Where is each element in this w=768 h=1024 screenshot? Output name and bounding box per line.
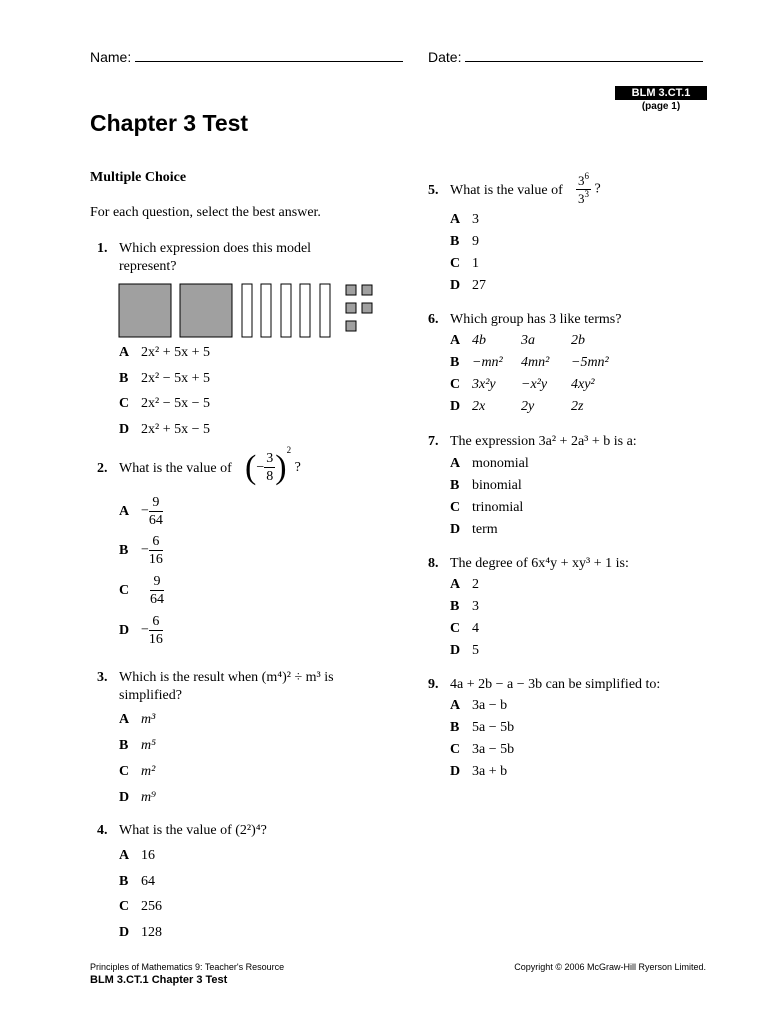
option-a[interactable]: A 16 [119, 848, 155, 863]
question-number: 4. [97, 823, 108, 838]
blm-code-badge: BLM 3.CT.1 [615, 86, 707, 100]
question-text-line2: simplified? [119, 688, 182, 703]
algebra-tile-model [118, 283, 376, 339]
option-b[interactable]: B m⁵ [119, 738, 156, 753]
option-d[interactable]: D 5 [450, 643, 479, 658]
question-2 [97, 445, 397, 490]
question-text: The degree of 6x⁴y + xy³ + 1 is: [450, 556, 629, 571]
option-c[interactable]: C 3x²y −x²y 4xy² [450, 377, 595, 392]
question-text: Which group has 3 like terms? [450, 312, 622, 327]
question-3 [97, 669, 397, 709]
question-text: Which is the result when (m⁴)² ÷ m³ is [119, 670, 334, 685]
fraction-expression: $\frac{3^6}{3^3}$ ? [578, 171, 601, 206]
date-label: Date: [428, 49, 462, 65]
option-b[interactable]: B 5a − 5b [450, 720, 515, 735]
question-text: What is the value of [450, 183, 563, 198]
option-c[interactable]: C 4 [450, 621, 479, 636]
footer-copyright: Copyright © 2006 McGraw-Hill Ryerson Limited. [514, 962, 706, 972]
option-c[interactable]: C $\frac{9}{64}$ [119, 574, 164, 607]
option-a[interactable]: A 3a − b [450, 698, 508, 713]
question-text: 4a + 2b − a − 3b can be simplified to: [450, 677, 661, 692]
question-1 [97, 240, 397, 280]
name-label: Name: [90, 49, 132, 65]
footer-book: Principles of Mathematics 9: Teacher's Resource [90, 962, 285, 972]
name-field [90, 48, 403, 65]
x-tile [320, 284, 330, 337]
x-squared-tile [119, 284, 171, 337]
name-line[interactable] [135, 48, 403, 62]
question-number: 2. [97, 461, 108, 476]
option-a[interactable]: A 4b 3a 2b [450, 333, 585, 348]
question-9 [428, 676, 728, 696]
option-a[interactable]: A 2 [450, 577, 479, 592]
unit-tile [362, 285, 372, 295]
question-5 [428, 172, 728, 212]
option-c[interactable]: C m² [119, 764, 156, 779]
footer-code: BLM 3.CT.1 Chapter 3 Test [90, 974, 228, 986]
question-number: 1. [97, 241, 108, 256]
question-text: The expression 3a² + 2a³ + b is a: [450, 434, 637, 449]
question-number: 6. [428, 312, 439, 327]
question-text-line2: represent? [119, 259, 177, 274]
option-d[interactable]: D 2x 2y 2z [450, 399, 584, 414]
section-heading: Multiple Choice [90, 170, 187, 185]
option-a[interactable]: A m³ [119, 712, 156, 727]
fraction-expression: (− $\frac{3}{8}$ )$^2$ ? [245, 445, 301, 486]
option-d[interactable]: D 3a + b [450, 764, 508, 779]
option-d[interactable]: D m⁹ [119, 790, 156, 805]
option-b[interactable]: B − $\frac{6}{16}$ [119, 534, 163, 567]
option-a[interactable]: A monomial [450, 456, 529, 471]
option-a[interactable]: A − $\frac{9}{64}$ [119, 495, 163, 528]
date-line[interactable] [465, 48, 703, 62]
instructions: For each question, select the best answer. [90, 205, 321, 220]
option-a[interactable]: A 2x² + 5x + 5 [119, 345, 210, 360]
question-text: What is the value of [119, 461, 232, 476]
option-b[interactable]: B −mn² 4mn² −5mn² [450, 355, 609, 370]
option-c[interactable]: C 3a − 5b [450, 742, 515, 757]
option-c[interactable]: C trinomial [450, 500, 524, 515]
date-field [428, 48, 703, 65]
x-tile [242, 284, 252, 337]
x-squared-tile [180, 284, 232, 337]
page-label: (page 1) [641, 101, 681, 112]
option-b[interactable]: B binomial [450, 478, 522, 493]
option-a[interactable]: A 3 [450, 212, 479, 227]
question-text: What is the value of (2²)⁴? [119, 823, 267, 838]
question-6 [428, 311, 728, 331]
option-c[interactable]: C 2x² − 5x − 5 [119, 396, 210, 411]
unit-tile [362, 303, 372, 313]
option-b[interactable]: B 3 [450, 599, 479, 614]
option-d[interactable]: D 2x² + 5x − 5 [119, 422, 210, 437]
question-8 [428, 555, 728, 575]
x-tile [261, 284, 271, 337]
option-d[interactable]: D term [450, 522, 498, 537]
unit-tile [346, 303, 356, 313]
unit-tile [346, 321, 356, 331]
option-d[interactable]: D − $\frac{6}{16}$ [119, 614, 163, 647]
option-d[interactable]: D 128 [119, 925, 162, 940]
question-4 [97, 822, 397, 842]
unit-tile [346, 285, 356, 295]
x-tile [281, 284, 291, 337]
question-7 [428, 433, 728, 453]
option-c[interactable]: C 1 [450, 256, 479, 271]
option-c[interactable]: C 256 [119, 899, 162, 914]
question-number: 7. [428, 434, 439, 449]
option-b[interactable]: B 9 [450, 234, 479, 249]
question-number: 8. [428, 556, 439, 571]
x-tile [300, 284, 310, 337]
option-b[interactable]: B 2x² − 5x + 5 [119, 371, 210, 386]
question-number: 9. [428, 677, 439, 692]
option-d[interactable]: D 27 [450, 278, 486, 293]
question-text: Which expression does this model [119, 241, 312, 256]
question-number: 5. [428, 183, 439, 198]
option-b[interactable]: B 64 [119, 874, 155, 889]
page-title: Chapter 3 Test [90, 110, 249, 136]
question-number: 3. [97, 670, 108, 685]
